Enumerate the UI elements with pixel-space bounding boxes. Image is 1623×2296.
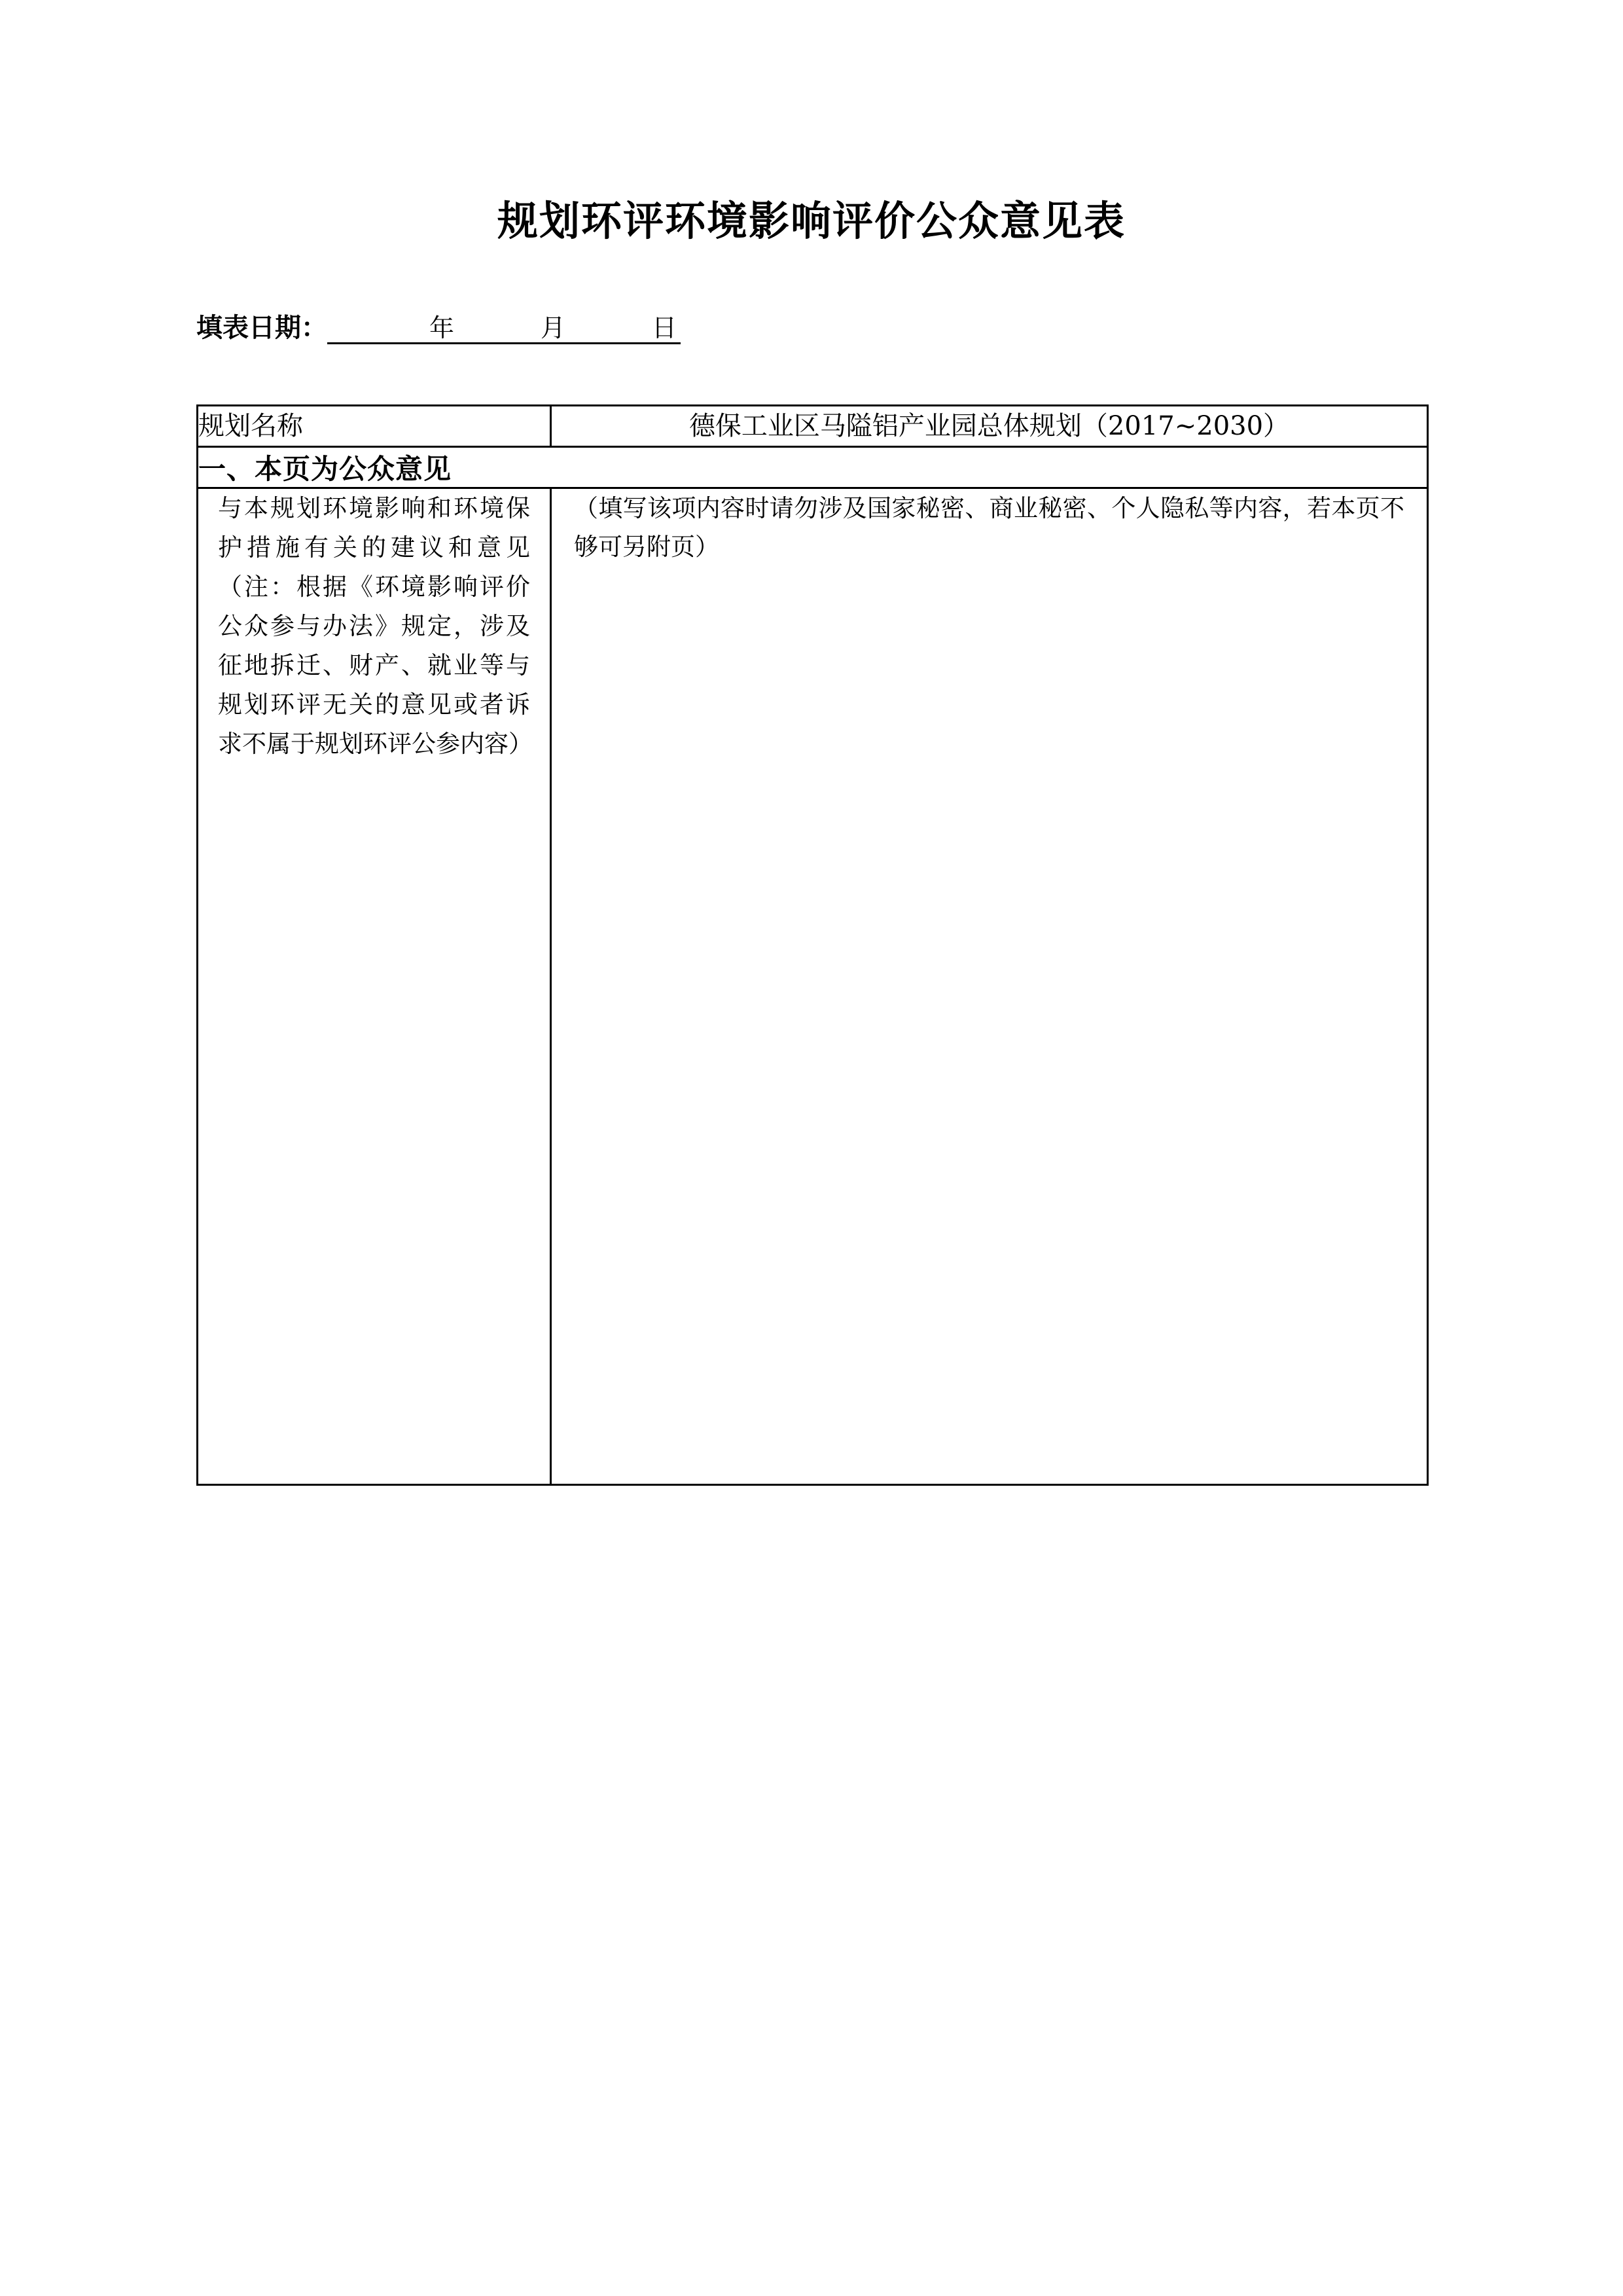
fill-date-label: 填表日期： bbox=[196, 312, 327, 343]
opinion-note: （填写该项内容时请勿涉及国家秘密、商业秘密、个人隐私等内容，若本页不够可另附页） bbox=[574, 494, 1404, 562]
month-input[interactable] bbox=[458, 314, 537, 344]
table-row-opinion bbox=[198, 488, 1428, 1485]
public-opinion-form bbox=[196, 404, 1429, 1486]
day-input[interactable] bbox=[569, 314, 648, 344]
month-unit-label: 月 bbox=[537, 314, 569, 344]
table-row-section-header bbox=[198, 447, 1428, 488]
section-one-header: 一、本页为公众意见 bbox=[198, 447, 1428, 488]
opinion-label-cell bbox=[198, 488, 551, 1485]
plan-name-label: 规划名称 bbox=[198, 406, 551, 447]
opinion-label: 与本规划环境影响和环境保护措施有关的建议和意见（注：根据《环境影响评价公众参与办法》规定，涉及征地拆迁、财产、就业等与规划环评无关的意见或者诉求不属于规划环评公参内容） bbox=[218, 494, 533, 758]
fill-date-row bbox=[196, 307, 1427, 344]
year-input[interactable] bbox=[327, 314, 425, 344]
day-unit-label: 日 bbox=[648, 314, 681, 344]
year-unit-label: 年 bbox=[425, 314, 458, 344]
plan-name-value: 德保工业区马隘铝产业园总体规划（2017~2030） bbox=[551, 406, 1428, 447]
opinion-input-cell[interactable] bbox=[551, 488, 1428, 1485]
table-row-plan-name bbox=[198, 406, 1428, 447]
page-title: 规划环评环境影响评价公众意见表 bbox=[497, 197, 1126, 245]
